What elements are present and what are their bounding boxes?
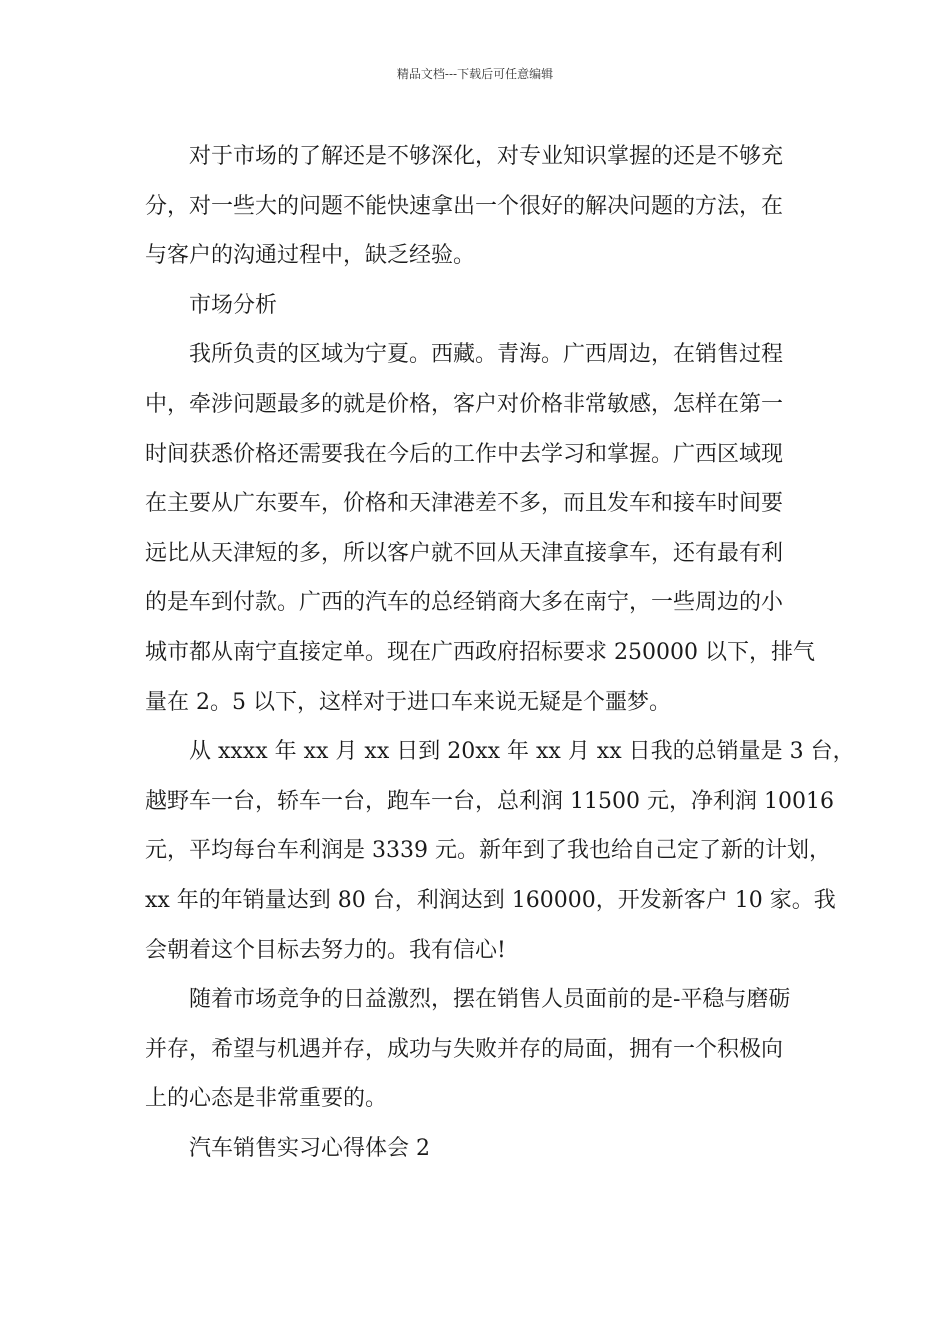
paragraph-sales-summary bbox=[145, 727, 855, 975]
text-line: 随着市场竞争的日益激烈，摆在销售人员面前的是-平稳与磨砺 bbox=[189, 987, 791, 1013]
document-body bbox=[145, 132, 855, 1173]
text-line: 越野车一台，轿车一台，跑车一台，总利润 11500 元，净利润 10016 bbox=[145, 788, 834, 814]
text-line: xx 年的年销量达到 80 台，利润达到 160000，开发新客户 10 家。我 bbox=[145, 887, 836, 913]
text-line: 远比从天津短的多，所以客户就不回从天津直接拿车，还有最有利 bbox=[145, 540, 784, 566]
text-line: 上的心态是非常重要的。 bbox=[145, 1086, 388, 1112]
text-line: 城市都从南宁直接定单。现在广西政府招标要求 250000 以下，排气 bbox=[145, 639, 815, 665]
heading-text: 市场分析 bbox=[189, 292, 278, 318]
text-line: 时间获悉价格还需要我在今后的工作中去学习和掌握。广西区域现 bbox=[145, 441, 784, 467]
text-line: 对于市场的了解还是不够深化，对专业知识掌握的还是不够充 bbox=[189, 144, 784, 169]
section-heading-market-analysis bbox=[145, 281, 830, 331]
paragraph-region-analysis bbox=[145, 330, 830, 727]
text-line: 分，对一些大的问题不能快速拿出一个很好的解决问题的方法，在 bbox=[145, 193, 784, 219]
text-line: 的是车到付款。广西的汽车的总经销商大多在南宁，一些周边的小 bbox=[145, 590, 784, 616]
paragraph-experience-shortcomings bbox=[145, 132, 830, 281]
text-line: 在主要从广东要车，价格和天津港差不多，而且发车和接车时间要 bbox=[145, 491, 784, 517]
text-line: 并存，希望与机遇并存，成功与失败并存的局面，拥有一个积极向 bbox=[145, 1036, 784, 1062]
heading-text: 汽车销售实习心得体会 2 bbox=[189, 1135, 430, 1161]
text-line: 元，平均每台车利润是 3339 元。新年到了我也给自己定了新的计划， bbox=[145, 838, 831, 864]
text-line: 量在 2。5 以下，这样对于进口车来说无疑是个噩梦。 bbox=[145, 689, 671, 715]
text-line: 我所负责的区域为宁夏。西藏。青海。广西周边，在销售过程 bbox=[189, 342, 784, 368]
text-line: 从 xxxx 年 xx 月 xx 日到 20xx 年 xx 月 xx 日我的总销量是 3 台， bbox=[189, 739, 855, 765]
section-heading-internship-2 bbox=[145, 1124, 830, 1174]
text-line: 与客户的沟通过程中，缺乏经验。 bbox=[145, 243, 476, 269]
text-line: 会朝着这个目标去努力的。我有信心! bbox=[145, 937, 506, 963]
page-header: 精品文档---下载后可任意编辑 bbox=[396, 67, 554, 81]
paragraph-market-competition bbox=[145, 975, 830, 1124]
text-line: 中，牵涉问题最多的就是价格，客户对价格非常敏感，怎样在第一 bbox=[145, 391, 784, 417]
